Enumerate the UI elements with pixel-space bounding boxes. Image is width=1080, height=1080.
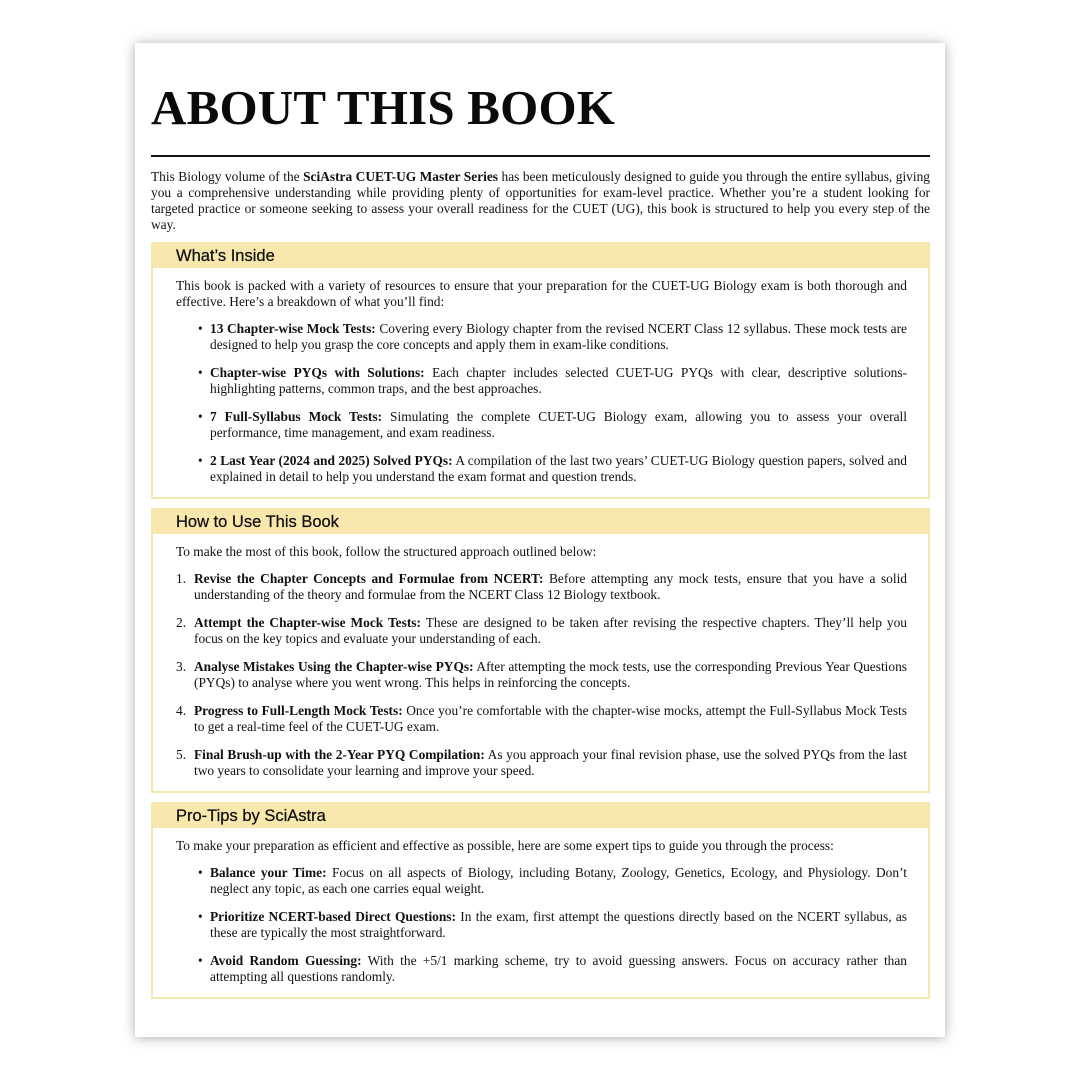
- bullet-icon: •: [198, 453, 203, 468]
- how-to-use-intro: To make the most of this book, follow the structured approach outlined below:: [176, 544, 597, 559]
- pro-tips-intro: To make your preparation as efficient and effective as possible, here are some expert tips to guide you through the process:: [176, 838, 834, 853]
- step-number: 5.: [176, 747, 187, 762]
- list-item: 2. Attempt the Chapter-wise Mock Tests: These are designed to be taken after revising the respective chapters. They’ll help you focus on the key topics and evaluate your understanding of each.: [176, 615, 907, 646]
- whats-inside-intro: This book is packed with a variety of resources to ensure that your preparation for the CUET-UG Biology exam is both thorough and effective. Here’s a breakdown of what you’ll find:: [176, 278, 907, 309]
- pro-tips-body: [153, 828, 928, 997]
- step-number: 4.: [176, 703, 187, 718]
- step-number: 2.: [176, 615, 187, 630]
- list-item: • Balance your Time: Focus on all aspects of Biology, including Botany, Zoology, Genetics, Ecology, and Physiology. Don’t neglect any topic, as each one carries equal weight.: [198, 865, 908, 896]
- whats-inside-heading: What’s Inside: [153, 244, 928, 268]
- pro-tips-heading: Pro-Tips by SciAstra: [153, 804, 928, 828]
- how-to-use-section: [151, 508, 930, 793]
- list-item: • Chapter-wise PYQs with Solutions: Each chapter includes selected CUET-UG PYQs with clear, descriptive solutions-highlighting patterns, common traps, and the best approaches.: [198, 365, 907, 396]
- list-item: • 2 Last Year (2024 and 2025) Solved PYQs: A compilation of the last two years’ CUET-UG Biology question papers, solved and explained in detail to help you understand the exam format and question trends.: [198, 453, 907, 484]
- list-item: • 7 Full-Syllabus Mock Tests: Simulating the complete CUET-UG Biology exam, allowing you to assess your overall performance, time management, and exam readiness.: [198, 409, 907, 440]
- bullet-icon: •: [198, 865, 203, 880]
- bullet-icon: •: [198, 365, 203, 380]
- list-item: • Prioritize NCERT-based Direct Questions: In the exam, first attempt the questions directly based on the NCERT syllabus, as these are typically the most straightforward.: [198, 909, 908, 940]
- pro-tips-list: [176, 865, 907, 985]
- list-item: 4. Progress to Full-Length Mock Tests: Once you’re comfortable with the chapter-wise mocks, attempt the Full-Syllabus Mock Tests to get a real-time feel of the CUET-UG exam.: [176, 703, 907, 734]
- whats-inside-list: [176, 321, 907, 485]
- whats-inside-body: [153, 268, 928, 497]
- list-item: 5. Final Brush-up with the 2-Year PYQ Compilation: As you approach your final revision phase, use the solved PYQs from the last two years to consolidate your learning and improve your speed.: [176, 747, 907, 778]
- pro-tips-section: [151, 802, 930, 999]
- series-name: SciAstra CUET-UG Master Series: [303, 169, 499, 184]
- whats-inside-section: [151, 242, 930, 499]
- step-number: 1.: [176, 571, 187, 586]
- list-item: 1. Revise the Chapter Concepts and Formulae from NCERT: Before attempting any mock tests, ensure that you have a solid understanding of the theory and formulae from the NCERT Class 12 Biology textbook.: [176, 571, 907, 602]
- list-item: • 13 Chapter-wise Mock Tests: Covering every Biology chapter from the revised NCERT Class 12 syllabus. These mock tests are designed to help you grasp the core concepts and apply them in exam-like conditions.: [198, 321, 907, 352]
- bullet-icon: •: [198, 909, 203, 924]
- how-to-use-list: [176, 571, 907, 779]
- step-number: 3.: [176, 659, 187, 674]
- how-to-use-heading: How to Use This Book: [153, 510, 928, 534]
- page-title: ABOUT THIS BOOK: [151, 81, 930, 157]
- list-item: 3. Analyse Mistakes Using the Chapter-wise PYQs: After attempting the mock tests, use the corresponding Previous Year Questions (PYQs) to analyse where you went wrong. This helps in reinforcing the concepts.: [176, 659, 907, 690]
- intro-paragraph: This Biology volume of the SciAstra CUET-UG Master Series has been meticulously designed to guide you through the entire syllabus, giving you a comprehensive understanding while providing plenty of opportunities for exam-level practice. Whether you’re a student looking for targeted practice or someone seeking to assess your overall readiness for the CUET (UG), this book is structured to help you every step of the way.: [151, 169, 930, 232]
- bullet-icon: •: [198, 953, 203, 968]
- how-to-use-body: [153, 534, 928, 791]
- bullet-icon: •: [198, 321, 203, 336]
- bullet-icon: •: [198, 409, 203, 424]
- list-item: • Avoid Random Guessing: With the +5/1 marking scheme, try to avoid guessing answers. Focus on accuracy rather than attempting all questions randomly.: [198, 953, 907, 984]
- book-page: [135, 43, 945, 1037]
